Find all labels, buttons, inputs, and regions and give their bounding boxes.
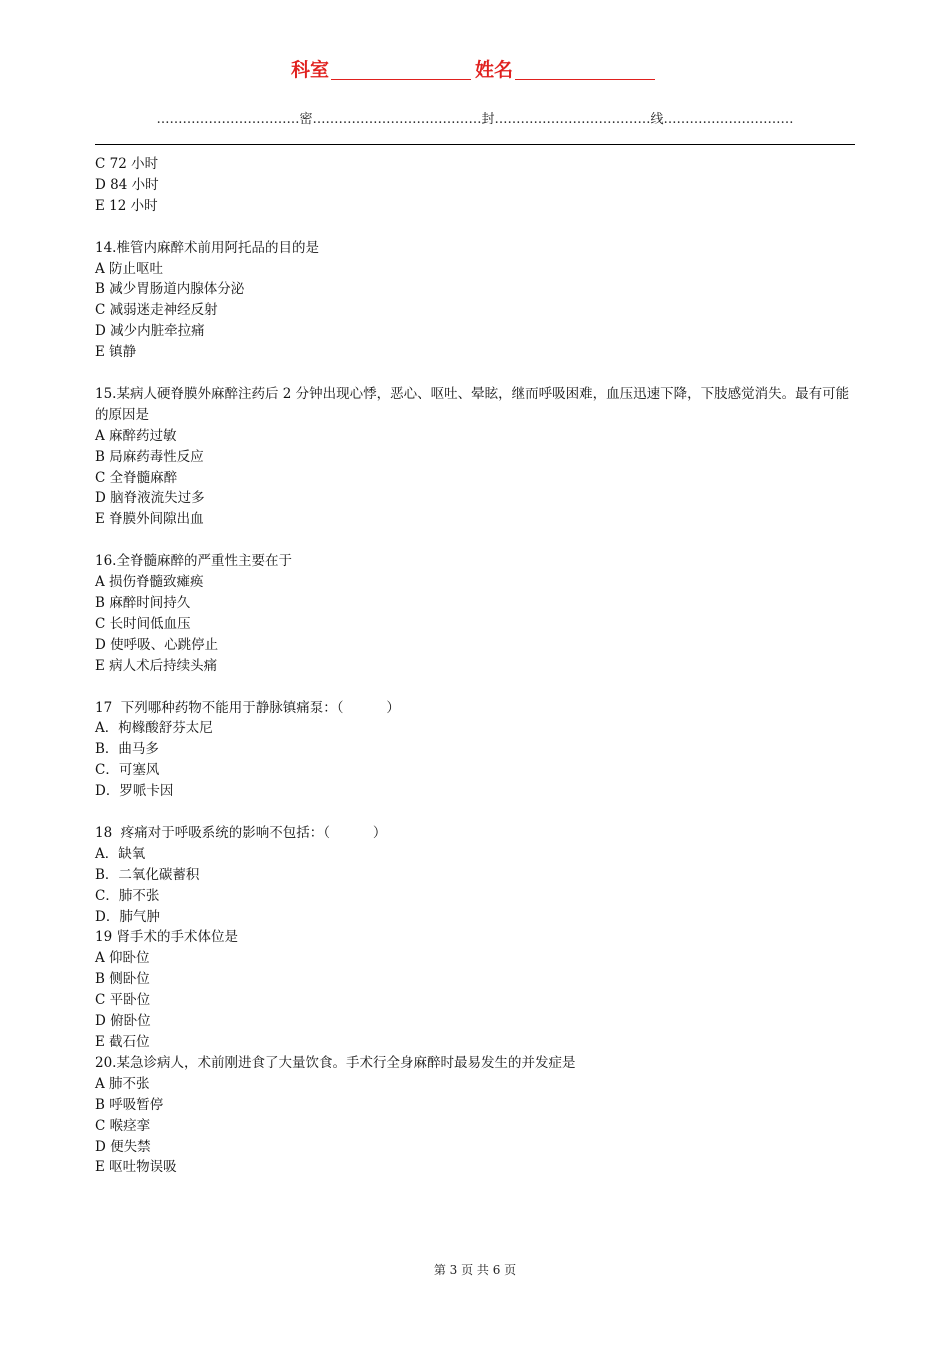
- option: E 镇静: [95, 344, 137, 361]
- option: B 呼吸暂停: [95, 1096, 164, 1113]
- dept-blank: [331, 59, 471, 80]
- option: D 减少内脏牵拉痛: [95, 323, 205, 340]
- option: A 肺不张: [95, 1075, 150, 1092]
- question-text: 18 疼痛对于呼吸系统的影响不包括：（ ）: [95, 824, 387, 841]
- question-text: 14.椎管内麻醉术前用阿托品的目的是: [95, 239, 319, 256]
- option: C．肺不张: [95, 887, 160, 904]
- question-text: 16.全脊髓麻醉的严重性主要在于: [95, 553, 292, 570]
- option: D 便失禁: [95, 1138, 151, 1155]
- question-16: [95, 551, 855, 676]
- question-text: 17 下列哪种药物不能用于静脉镇痛泵：（ ）: [95, 699, 400, 716]
- option: B 局麻药毒性反应: [95, 448, 204, 465]
- question-15: [95, 384, 855, 530]
- option: D 使呼吸、心跳停止: [95, 636, 219, 653]
- question-14: [95, 238, 855, 363]
- header-divider: [95, 144, 855, 145]
- option: E 病人术后持续头痛: [95, 657, 218, 674]
- option: A．枸橼酸舒芬太尼: [95, 720, 213, 737]
- option: A 损伤脊髓致瘫痪: [95, 574, 204, 591]
- option: B 减少胃肠道内腺体分泌: [95, 281, 245, 298]
- question-18: [95, 823, 855, 928]
- question-text: 15.某病人硬脊膜外麻醉注药后 2 分钟出现心悸，恶心、呕吐、晕眩，继而呼吸困难，血压迅速下降，下肢感觉消失。最有可能的原因是: [95, 385, 850, 423]
- option: C 喉痉挛: [95, 1117, 151, 1134]
- option: C．可塞风: [95, 762, 160, 779]
- option: B．二氧化碳蓄积: [95, 866, 200, 883]
- option: E 12 小时: [95, 197, 158, 214]
- option: C 平卧位: [95, 992, 151, 1009]
- option: D．肺气肿: [95, 908, 160, 925]
- dept-label: 科室: [290, 59, 329, 81]
- question-text: 19 肾手术的手术体位是: [95, 929, 238, 946]
- option: C 长时间低血压: [95, 615, 191, 632]
- question-17: [95, 698, 855, 803]
- option: D 俯卧位: [95, 1013, 151, 1030]
- header-title: [0, 55, 950, 82]
- option: C 全脊髓麻醉: [95, 469, 178, 486]
- option: D 84 小时: [95, 176, 159, 193]
- option: A．缺氧: [95, 845, 146, 862]
- option: A 防止呕吐: [95, 260, 164, 277]
- option: C 减弱迷走神经反射: [95, 302, 218, 319]
- name-blank: [515, 59, 655, 80]
- option: D．罗哌卡因: [95, 783, 174, 800]
- option: C 72 小时: [95, 156, 159, 172]
- option: E 截石位: [95, 1033, 150, 1050]
- option: A 仰卧位: [95, 950, 150, 967]
- option: B 麻醉时间持久: [95, 594, 191, 611]
- option: A 麻醉药过敏: [95, 427, 177, 444]
- question-20: [95, 1053, 855, 1178]
- question-19: [95, 927, 855, 1052]
- question-list: [95, 154, 855, 1178]
- page-number: 第 3 页 共 6 页: [433, 1263, 517, 1277]
- option: E 脊膜外间隙出血: [95, 511, 204, 528]
- seal-line: ……………………………密…………………………………封………………………………线…………………………: [156, 112, 794, 127]
- option: D 脑脊液流失过多: [95, 490, 205, 507]
- q13-tail-options: [95, 154, 855, 217]
- option: E 呕吐物误吸: [95, 1159, 177, 1176]
- question-text: 20.某急诊病人，术前刚进食了大量饮食。手术行全身麻醉时最易发生的并发症是: [95, 1054, 576, 1071]
- name-label: 姓名: [475, 59, 514, 81]
- option: B 侧卧位: [95, 971, 150, 988]
- option: B．曲马多: [95, 741, 159, 758]
